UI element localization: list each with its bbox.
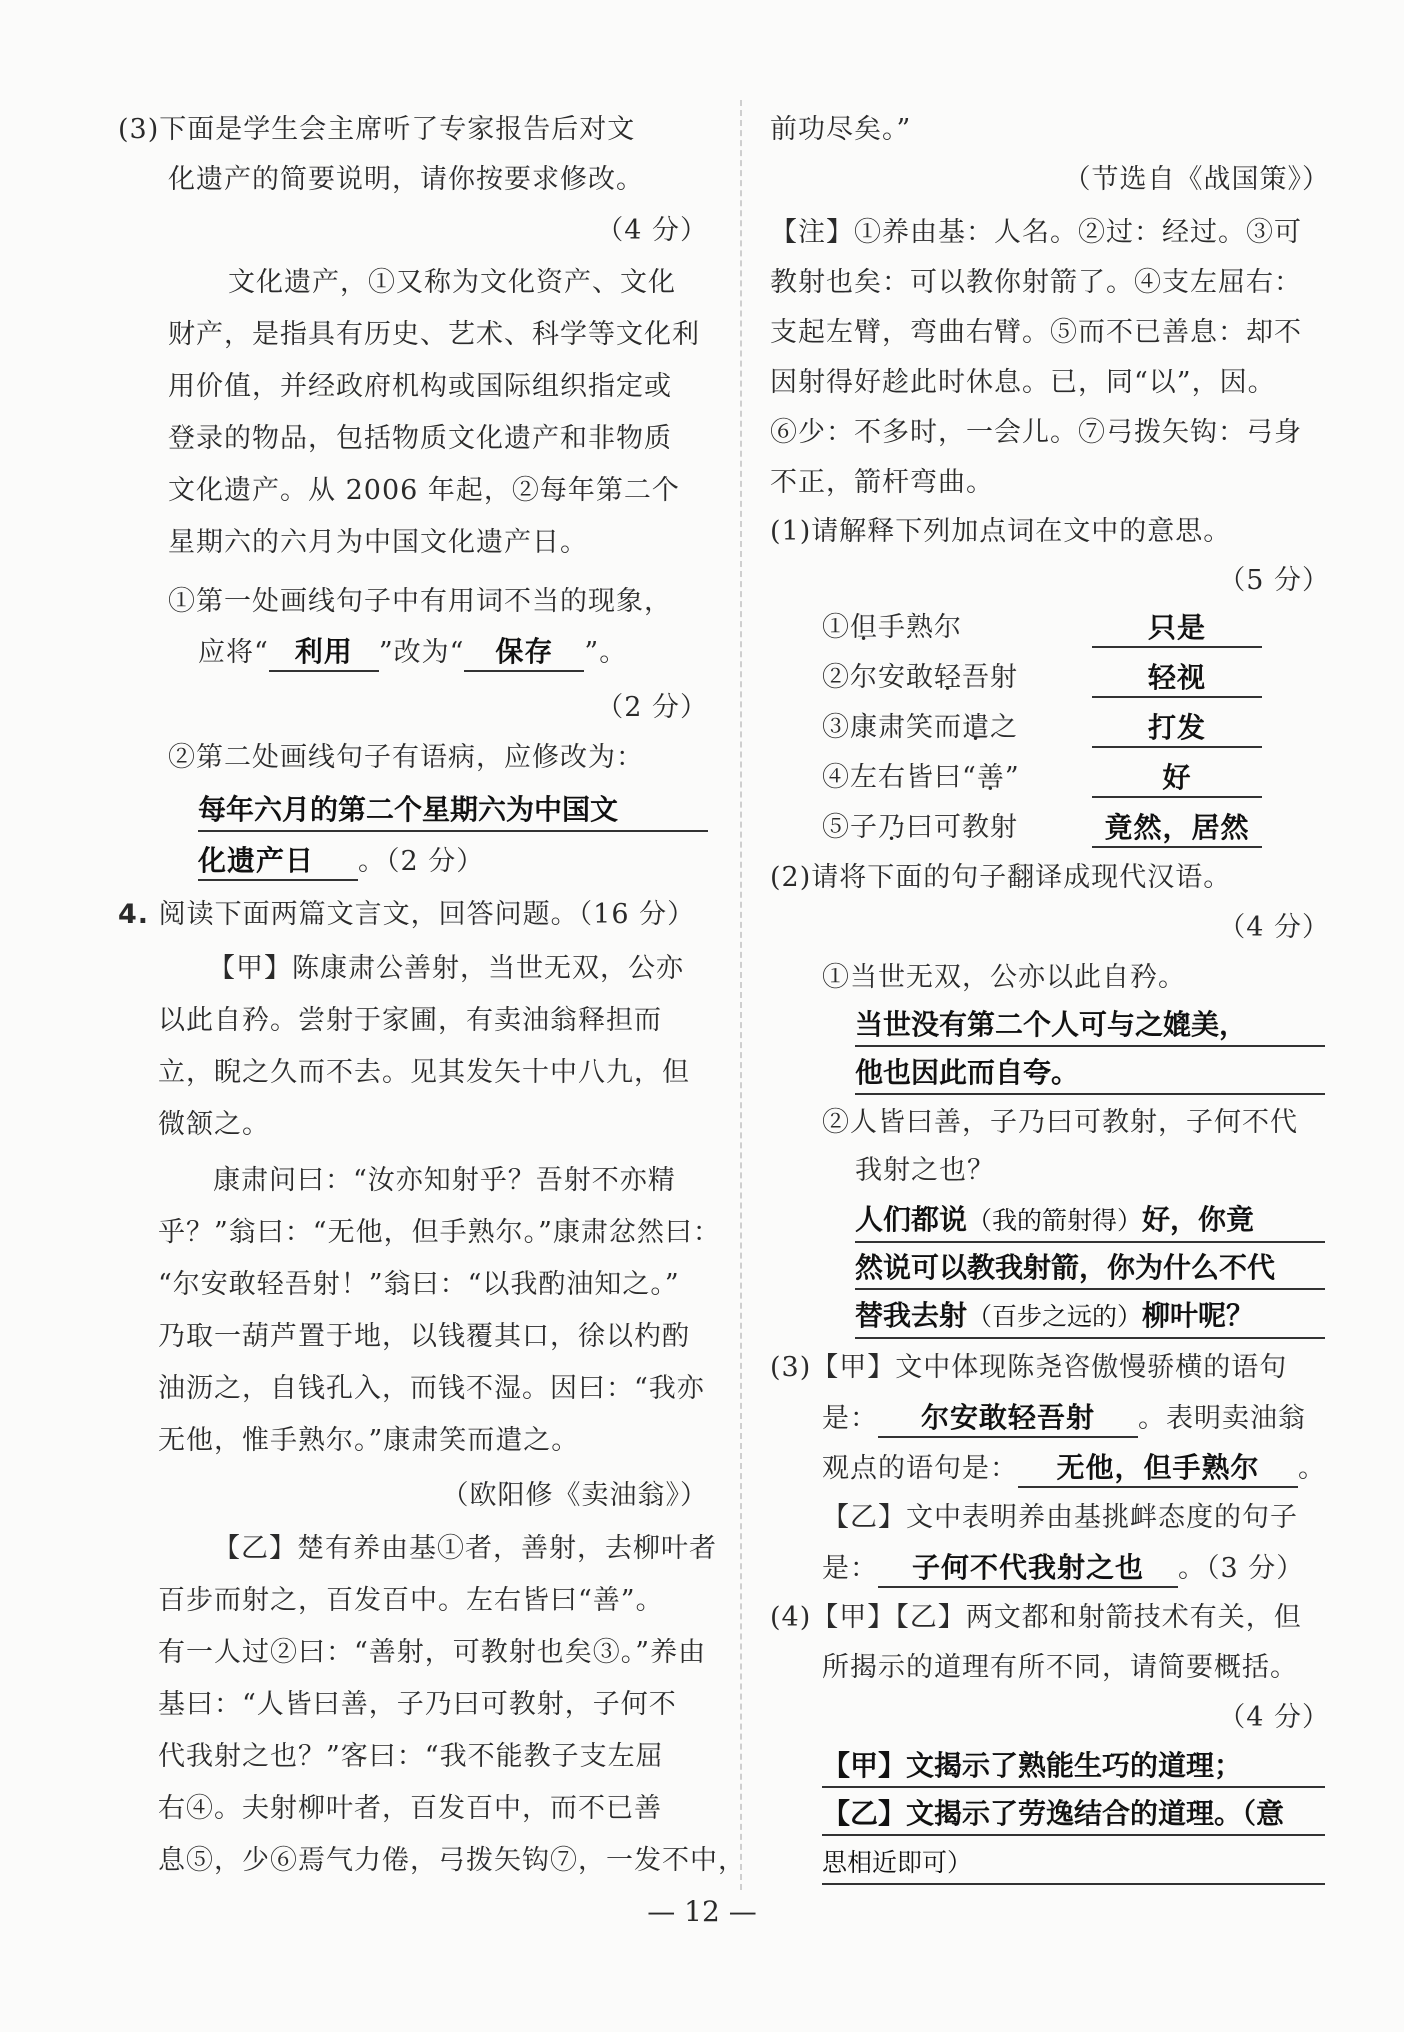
- yi-line6: 右④。夫射柳叶者，百发百中，而不已善: [158, 1793, 662, 1824]
- jia-line8: 乃取一葫芦置于地，以钱覆其口，徐以杓酌: [158, 1321, 690, 1352]
- note-line5: ⑥少：不多时，一会儿。⑦弓拨矢钩：弓身: [770, 417, 1302, 448]
- p2-answer2-line2: 然说可以教我射箭，你为什么不代: [855, 1248, 1325, 1290]
- yi-source: （节选自《战国策》）: [1063, 164, 1330, 195]
- p2-answer1-line2: 他也因此而自夸。: [855, 1053, 1325, 1095]
- passage-line5: 文化遗产。从 2006 年起，②每年第二个: [168, 475, 680, 506]
- p1-question: (1)请解释下列加点词在文中的意思。: [770, 516, 1232, 547]
- p2-sentence2-line2: 我射之也？: [855, 1155, 995, 1186]
- q4-title: 4. 阅读下面两篇文言文，回答问题。（16 分）: [118, 899, 696, 930]
- jia-line2: 以此自矜。尝射于家圃，有卖油翁释担而: [158, 1005, 662, 1036]
- yi-line5: 代我射之也？”客曰：“我不能教子支左屈: [158, 1741, 664, 1772]
- sub1-question: ①第一处画线句子中有用词不当的现象，: [168, 586, 672, 617]
- jia-line9: 油沥之，自钱孔入，而钱不湿。因曰：“我亦: [158, 1373, 705, 1404]
- jia-line5: 康肃问曰：“汝亦知射乎？吾射不亦精: [213, 1165, 676, 1196]
- sub2-answer-line2: 化遗产日 。（2 分）: [198, 843, 484, 881]
- yi-line4: 基曰：“人皆曰善，子乃曰可教射，子何不: [158, 1689, 677, 1720]
- word-item: [822, 610, 1322, 646]
- jia-line4: 微颔之。: [158, 1109, 270, 1140]
- word-phrase: ③康肃笑而遣之: [822, 712, 1018, 743]
- jia-line7: “尔安敢轻吾射！”翁曰：“以我酌油知之。”: [158, 1269, 680, 1300]
- p3-line1: (3)【甲】文中体现陈尧咨傲慢骄横的语句: [770, 1352, 1288, 1383]
- p2-answer2-line3: 替我去射（百步之远的）柳叶呢？: [855, 1296, 1325, 1339]
- word-phrase: ⑤子乃曰可教射: [822, 812, 1018, 843]
- word-phrase: ②尔安敢轻吾射: [822, 662, 1018, 693]
- yi-line1: 【乙】楚有养由基①者，善射，去柳叶者: [213, 1533, 717, 1564]
- column-divider: [740, 100, 742, 1890]
- word-item: [822, 760, 1322, 796]
- p3-line2: 是： 尔安敢轻吾射 。表明卖油翁: [822, 1400, 1306, 1438]
- word-phrase: ④左右皆曰“善”: [822, 762, 1020, 793]
- p4-line1: (4)【甲】【乙】两文都和射箭技术有关，但: [770, 1602, 1302, 1633]
- note-line1: 【注】①养由基：人名。②过：经过。③可: [770, 217, 1302, 248]
- word-item: [822, 660, 1322, 696]
- q3-score: （4 分）: [596, 215, 708, 246]
- p2-answer1-line1: 当世没有第二个人可与之媲美，: [855, 1005, 1325, 1047]
- passage-line1: 文化遗产，①又称为文化资产、文化: [228, 267, 676, 298]
- word-answer: 轻视: [1092, 660, 1262, 698]
- sub2-question: ②第二处画线句子有语病，应修改为：: [168, 742, 644, 773]
- jia-line3: 立，睨之久而不去。见其发矢十中八九，但: [158, 1057, 690, 1088]
- jia-source: （欧阳修《卖油翁》）: [441, 1480, 708, 1511]
- word-item: [822, 810, 1322, 846]
- sub1-score: （2 分）: [596, 692, 708, 723]
- p3-answer1: 尔安敢轻吾射: [878, 1400, 1138, 1438]
- p2-answer2-line1: 人们都说（我的箭射得）好，你竟: [855, 1200, 1325, 1243]
- p2-score: （4 分）: [1218, 912, 1330, 943]
- yi-line3: 有一人过②曰：“善射，可教射也矣③。”养由: [158, 1637, 707, 1668]
- word-phrase: ①但手熟尔: [822, 612, 962, 643]
- sub1-answer-blank2: 保存: [464, 634, 584, 672]
- word-answer: 好: [1092, 760, 1262, 798]
- note-line6: 不正，箭杆弯曲。: [770, 467, 994, 498]
- jia-line6: 乎？”翁曰：“无他，但手熟尔。”康肃忿然曰：: [158, 1217, 721, 1248]
- note-line4: 因射得好趁此时休息。已，同“以”，因。: [770, 367, 1276, 398]
- passage-line3: 用价值，并经政府机构或国际组织指定或: [168, 371, 672, 402]
- p4-score: （4 分）: [1218, 1702, 1330, 1733]
- p4-answer-line2: 【乙】文揭示了劳逸结合的道理。（意: [822, 1794, 1325, 1836]
- yi-line2: 百步而射之，百发百中。左右皆曰“善”。: [158, 1585, 664, 1616]
- note-line3: 支起左臂，弯曲右臂。⑤而不已善息：却不: [770, 317, 1302, 348]
- p3-answer2: 无他，但手熟尔: [1018, 1450, 1298, 1488]
- passage-line4: 登录的物品，包括物质文化遗产和非物质: [168, 423, 672, 454]
- yi-line8: 前功尽矣。”: [770, 114, 912, 145]
- jia-line1: 【甲】陈康肃公善射，当世无双，公亦: [208, 953, 684, 984]
- p3-line4: 【乙】文中表明养由基挑衅态度的句子: [822, 1502, 1298, 1533]
- p1-score: （5 分）: [1218, 565, 1330, 596]
- sub1-answer-blank1: 利用: [269, 634, 379, 672]
- sub1-answer-line: 应将“ 利用 ”改为“ 保存 ”。: [198, 634, 627, 672]
- p2-sentence1: ①当世无双，公亦以此自矜。: [822, 962, 1186, 993]
- p4-line2: 所揭示的道理有所不同，请简要概括。: [822, 1652, 1298, 1683]
- passage-line6: 星期六的六月为中国文化遗产日。: [168, 527, 588, 558]
- word-item: [822, 710, 1322, 746]
- p4-answer-line1: 【甲】文揭示了熟能生巧的道理；: [822, 1746, 1325, 1788]
- word-answer: 竟然，居然: [1092, 810, 1262, 848]
- sub2-answer-line1: 每年六月的第二个星期六为中国文: [198, 790, 708, 832]
- p2-sentence2-line1: ②人皆曰善，子乃曰可教射，子何不代: [822, 1107, 1298, 1138]
- q3-intro-line2: 化遗产的简要说明，请你按要求修改。: [168, 164, 644, 195]
- p3-line5: 是： 子何不代我射之也 。（3 分）: [822, 1550, 1304, 1588]
- yi-line7: 息⑤，少⑥焉气力倦，弓拨矢钩⑦，一发不中，: [158, 1845, 746, 1876]
- word-answer: 只是: [1092, 610, 1262, 648]
- p3-line3: 观点的语句是： 无他，但手熟尔 。: [822, 1450, 1326, 1488]
- page-number: — 12 —: [647, 1895, 757, 1928]
- p4-answer-line3: 思相近即可）: [822, 1842, 1325, 1885]
- note-line2: 教射也矣：可以教你射箭了。④支左屈右：: [770, 267, 1302, 298]
- jia-line10: 无他，惟手熟尔。”康肃笑而遣之。: [158, 1425, 580, 1456]
- p2-question: (2)请将下面的句子翻译成现代汉语。: [770, 862, 1232, 893]
- word-answer: 打发: [1092, 710, 1262, 748]
- p3-answer3: 子何不代我射之也: [878, 1550, 1178, 1588]
- q3-intro-line1: (3)下面是学生会主席听了专家报告后对文: [118, 114, 636, 145]
- passage-line2: 财产，是指具有历史、艺术、科学等文化利: [168, 319, 700, 350]
